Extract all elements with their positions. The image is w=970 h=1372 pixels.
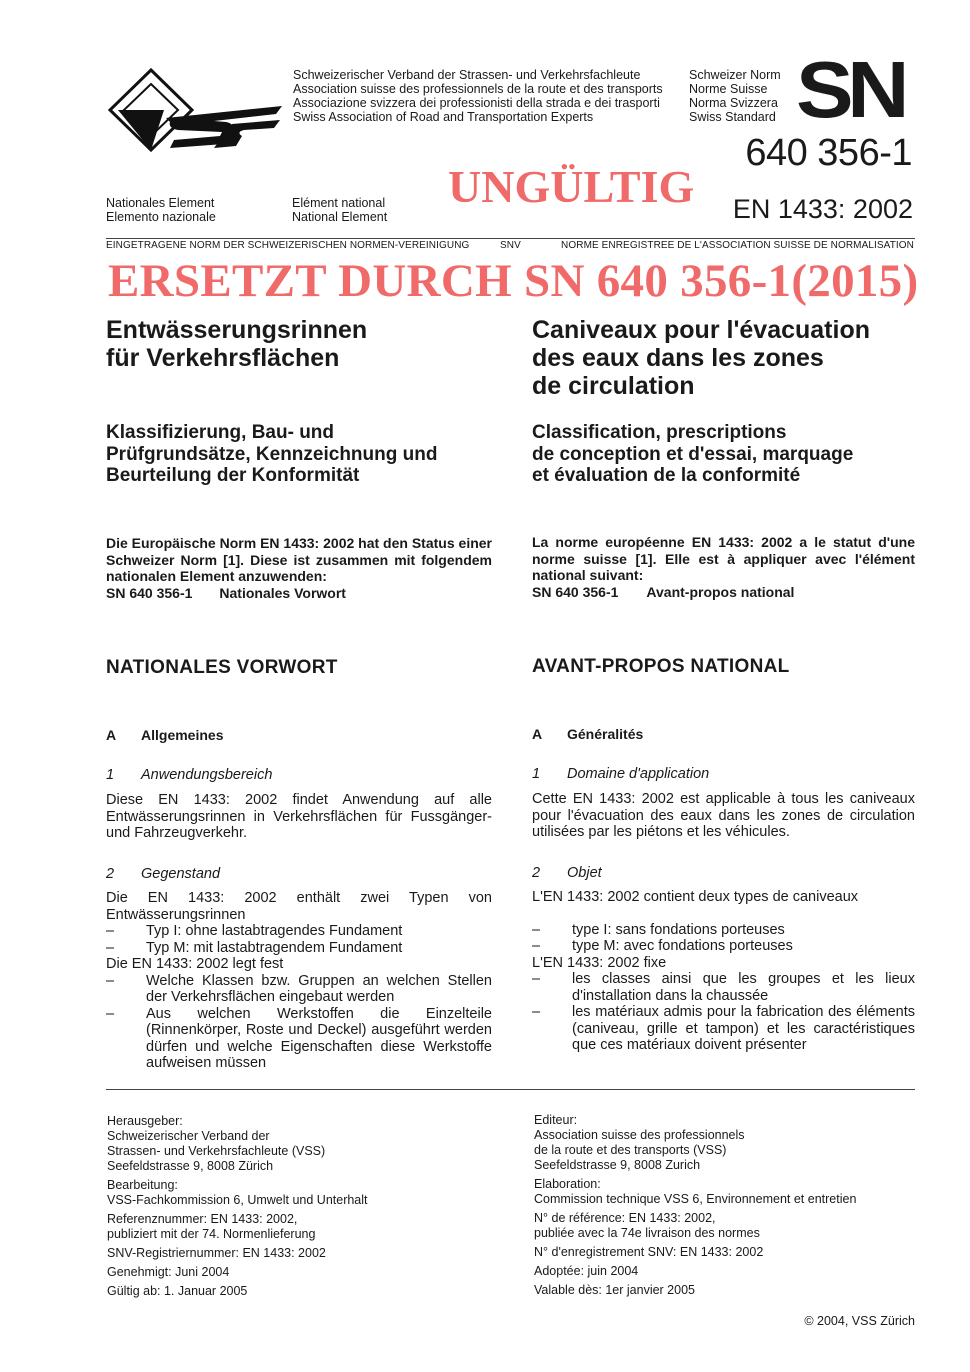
editing-label-fr: Elaboration: bbox=[534, 1177, 601, 1191]
subsection-2-de bbox=[106, 866, 221, 882]
snv-number-fr: N° d'enregistrement SNV: EN 1433: 2002 bbox=[534, 1245, 764, 1259]
subtitle-de-line3: Beurteilung der Konformität bbox=[106, 465, 360, 486]
stamp-replaced: ERSETZT DURCH SN 640 356-1(2015) bbox=[108, 255, 919, 307]
subtitle-fr-line1: Classification, prescriptions bbox=[532, 422, 787, 443]
title-fr-line2: des eaux dans les zones bbox=[532, 344, 824, 372]
subtitle-fr-line3: et évaluation de la conformité bbox=[532, 465, 801, 486]
scope-text-de: Diese EN 1433: 2002 findet Anwendung auf alle Entwässerungsrinnen in Verkehrsflächen für Fussgänger- und Fahrzeugverkehr. bbox=[106, 792, 492, 841]
element-label-it: Elemento nazionale bbox=[106, 210, 216, 224]
org-name-fr: Association suisse des professionnels de la route et des transports bbox=[293, 82, 663, 96]
item-classes-fr: les classes ainsi que les groupes et les lieux d'installation dans la chaussée bbox=[572, 971, 915, 1004]
valid-de: Gültig ab: 1. Januar 2005 bbox=[107, 1284, 248, 1298]
title-fr-line1: Caniveaux pour l'évacuation bbox=[532, 316, 870, 344]
title-de-line1: Entwässerungsrinnen bbox=[106, 316, 368, 344]
type-i-fr: type I: sans fondations porteuses bbox=[572, 921, 785, 938]
org-name-de: Schweizerischer Verband der Strassen- und Verkehrsfachleute bbox=[293, 68, 641, 82]
norm-number: 640 356-1 bbox=[745, 132, 912, 174]
status-de-text: Die Europäische Norm EN 1433: 2002 hat den Status einer Schweizer Norm [1]. Diese ist zusammen mit folgendem nationalen Element anzuwenden: bbox=[106, 535, 492, 584]
editing-block-de bbox=[107, 1178, 507, 1208]
item-materials-fr: les matériaux admis pour la fabrication des éléments (caniveau, grille et tampon) et les caractéristiques que ces matériaux doivent présenter bbox=[572, 1004, 915, 1053]
list-item: – Aus welchen Werkstoffen die Einzelteile (Rinnenkörper, Roste und Deckel) ausgeführt werden dürfen und welche Eigenschaften diese Werkstoffe aufweisen müssen bbox=[106, 1005, 492, 1071]
section-a-title-de: Allgemeines bbox=[141, 727, 224, 743]
footer-fr bbox=[534, 1113, 924, 1302]
subsection-1-num-de: 1 bbox=[106, 767, 115, 783]
types-list-fr bbox=[532, 922, 915, 955]
subsection-1-title-de: Anwendungsbereich bbox=[141, 767, 273, 783]
registry-mid: SNV bbox=[500, 240, 521, 251]
status-fr-ref-code: SN 640 356-1 bbox=[532, 583, 619, 600]
reference-line1-fr: N° de référence: EN 1433: 2002, bbox=[534, 1211, 716, 1225]
reference-line2-fr: publiée avec la 74e livraison des normes bbox=[534, 1226, 760, 1240]
reference-line2-de: publiziert mit der 74. Normenlieferung bbox=[107, 1227, 316, 1241]
title-de bbox=[106, 316, 496, 372]
publisher-line1-fr: Association suisse des professionnels bbox=[534, 1128, 745, 1142]
subsection-2-title-fr: Objet bbox=[567, 865, 602, 881]
national-element-label-mid bbox=[292, 196, 387, 224]
list-item: – type I: sans fondations porteuses bbox=[532, 921, 785, 938]
section-heading-fr: AVANT-PROPOS NATIONAL bbox=[532, 656, 790, 677]
en-number: EN 1433: 2002 bbox=[732, 194, 913, 224]
sn-logo: SN bbox=[796, 45, 904, 134]
list-item: – les matériaux admis pour la fabrication des éléments (caniveau, grille et tampon) et les caractéristiques que ces matériaux doivent présenter bbox=[532, 1004, 915, 1053]
items-list-de bbox=[106, 973, 492, 1072]
publisher-line2-fr: de la route et des transports (VSS) bbox=[534, 1143, 727, 1157]
organization-names bbox=[293, 68, 663, 124]
reference-block-fr bbox=[534, 1211, 924, 1241]
subtitle-fr-line2: de conception et d'essai, marquage bbox=[532, 443, 854, 465]
publisher-block-de bbox=[107, 1114, 507, 1174]
status-de-ref-name: Nationales Vorwort bbox=[219, 584, 346, 601]
valid-fr: Valable dès: 1er janvier 2005 bbox=[534, 1283, 695, 1297]
element-label-en: National Element bbox=[292, 210, 388, 224]
footer-de bbox=[107, 1114, 507, 1303]
subject-intro-de: Die EN 1433: 2002 enthält zwei Typen von Entwässerungsrinnen bbox=[106, 890, 492, 923]
publisher-block-fr bbox=[534, 1113, 924, 1173]
org-name-en: Swiss Association of Road and Transportation Experts bbox=[293, 110, 594, 124]
subject-block-de bbox=[106, 890, 492, 1072]
section-a-de bbox=[106, 727, 224, 743]
org-name-it: Associazione svizzera dei professionisti della strada e dei trasporti bbox=[293, 96, 660, 110]
subject-intro-fr: L'EN 1433: 2002 contient deux types de caniveaux bbox=[532, 889, 859, 905]
status-de-ref-code: SN 640 356-1 bbox=[106, 584, 193, 601]
subject-fix-fr: L'EN 1433: 2002 fixe bbox=[532, 954, 667, 971]
status-de bbox=[106, 535, 492, 601]
footer-divider bbox=[106, 1089, 915, 1090]
type-m-de: Typ M: mit lastabtragendem Fundament bbox=[146, 939, 403, 956]
scope-text-fr: Cette EN 1433: 2002 est applicable à tous les caniveaux pour l'évacuation des eaux dans les zones de circulation utilisées par les piétons et les véhicules. bbox=[532, 791, 915, 840]
subtitle-de bbox=[106, 422, 496, 487]
section-a-letter-de: A bbox=[106, 727, 117, 743]
status-fr bbox=[532, 534, 915, 600]
element-label-de: Nationales Element bbox=[106, 196, 215, 210]
subsection-2-num-fr: 2 bbox=[532, 865, 541, 881]
subsection-1-num-fr: 1 bbox=[532, 766, 541, 782]
subject-fix-de: Die EN 1433: 2002 legt fest bbox=[106, 956, 284, 972]
subsection-1-title-fr: Domaine d'application bbox=[567, 766, 710, 782]
status-fr-text: La norme européenne EN 1433: 2002 a le statut d'une norme suisse [1]. Elle est à appliquer avec l'élément national suivant: bbox=[532, 534, 915, 583]
type-m-fr: type M: avec fondations porteuses bbox=[572, 938, 793, 954]
national-element-label-left bbox=[106, 196, 216, 224]
approved-fr: Adoptée: juin 2004 bbox=[534, 1264, 639, 1278]
list-item: – Welche Klassen bzw. Gruppen an welchen Stellen der Verkehrsflächen eingebaut werden bbox=[106, 972, 492, 1005]
section-heading-de: NATIONALES VORWORT bbox=[106, 657, 338, 678]
publisher-line3-fr: Seefeldstrasse 9, 8008 Zurich bbox=[534, 1158, 701, 1172]
status-fr-ref-name: Avant-propos national bbox=[646, 583, 795, 600]
element-label-fr: Elément national bbox=[292, 196, 386, 210]
reference-block-de bbox=[107, 1212, 507, 1242]
publisher-label-fr: Editeur: bbox=[534, 1113, 578, 1127]
subsection-2-num-de: 2 bbox=[106, 866, 115, 882]
item-classes-de: Welche Klassen bzw. Gruppen an welchen Stellen der Verkehrsflächen eingebaut werden bbox=[146, 972, 492, 1005]
title-fr bbox=[532, 316, 922, 400]
snv-number-de: SNV-Registriernummer: EN 1433: 2002 bbox=[107, 1246, 326, 1260]
norm-labels bbox=[689, 68, 781, 124]
types-list-de bbox=[106, 923, 492, 956]
status-fr-ref bbox=[532, 584, 915, 601]
registry-right: NORME ENREGISTREE DE L'ASSOCIATION SUISSE DE NORMALISATION bbox=[561, 240, 914, 251]
title-fr-line3: de circulation bbox=[532, 372, 695, 400]
editing-fr: Commission technique VSS 6, Environnement et entretien bbox=[534, 1192, 857, 1206]
editing-de: VSS-Fachkommission 6, Umwelt und Unterhalt bbox=[107, 1193, 368, 1207]
norm-label-it: Norma Svizzera bbox=[689, 96, 778, 110]
list-item: – type M: avec fondations porteuses bbox=[532, 938, 793, 954]
section-a-fr bbox=[532, 726, 644, 742]
editing-label-de: Bearbeitung: bbox=[107, 1178, 178, 1192]
reference-line1-de: Referenznummer: EN 1433: 2002, bbox=[107, 1212, 298, 1226]
section-a-letter-fr: A bbox=[532, 726, 543, 742]
subsection-2-title-de: Gegenstand bbox=[141, 866, 221, 882]
list-item: – les classes ainsi que les groupes et les lieux d'installation dans la chaussée bbox=[532, 971, 915, 1004]
publisher-line1-de: Schweizerischer Verband der bbox=[107, 1129, 270, 1143]
subsection-1-de bbox=[106, 767, 273, 783]
title-de-line2: für Verkehrsflächen bbox=[106, 344, 340, 372]
list-item: – Typ M: mit lastabtragendem Fundament bbox=[106, 939, 403, 956]
editing-block-fr bbox=[534, 1177, 924, 1207]
approved-de: Genehmigt: Juni 2004 bbox=[107, 1265, 230, 1279]
publisher-line3-de: Seefeldstrasse 9, 8008 Zürich bbox=[107, 1159, 274, 1173]
vss-logo bbox=[104, 66, 286, 154]
section-a-title-fr: Généralités bbox=[567, 726, 644, 742]
copyright: © 2004, VSS Zürich bbox=[804, 1314, 915, 1328]
subtitle-de-line1: Klassifizierung, Bau- und bbox=[106, 422, 335, 443]
status-de-ref bbox=[106, 585, 492, 602]
list-item: – Typ I: ohne lastabtragendes Fundament bbox=[106, 923, 403, 939]
norm-label-de: Schweizer Norm bbox=[689, 68, 781, 82]
subject-block-fr bbox=[532, 889, 915, 1054]
subsection-2-fr bbox=[532, 865, 602, 881]
norm-label-en: Swiss Standard bbox=[689, 110, 776, 124]
items-list-fr bbox=[532, 971, 915, 1054]
subtitle-fr bbox=[532, 422, 922, 487]
publisher-line2-de: Strassen- und Verkehrsfachleute (VSS) bbox=[107, 1144, 326, 1158]
item-materials-de: Aus welchen Werkstoffen die Einzelteile (Rinnenkörper, Roste und Deckel) ausgeführt werden dürfen und welche Eigenschaften diese Werkstoffe aufweisen müssen bbox=[146, 1005, 492, 1071]
header-divider bbox=[106, 238, 915, 239]
subtitle-de-line2: Prüfgrundsätze, Kennzeichnung und bbox=[106, 443, 438, 465]
publisher-label-de: Herausgeber: bbox=[107, 1114, 183, 1128]
type-i-de: Typ I: ohne lastabtragendes Fundament bbox=[146, 923, 403, 939]
stamp-invalid: UNGÜLTIG bbox=[448, 161, 695, 212]
norm-label-fr: Norme Suisse bbox=[689, 82, 768, 96]
subsection-1-fr bbox=[532, 766, 710, 782]
registry-left: EINGETRAGENE NORM DER SCHWEIZERISCHEN NORMEN-VEREINIGUNG bbox=[106, 240, 470, 251]
